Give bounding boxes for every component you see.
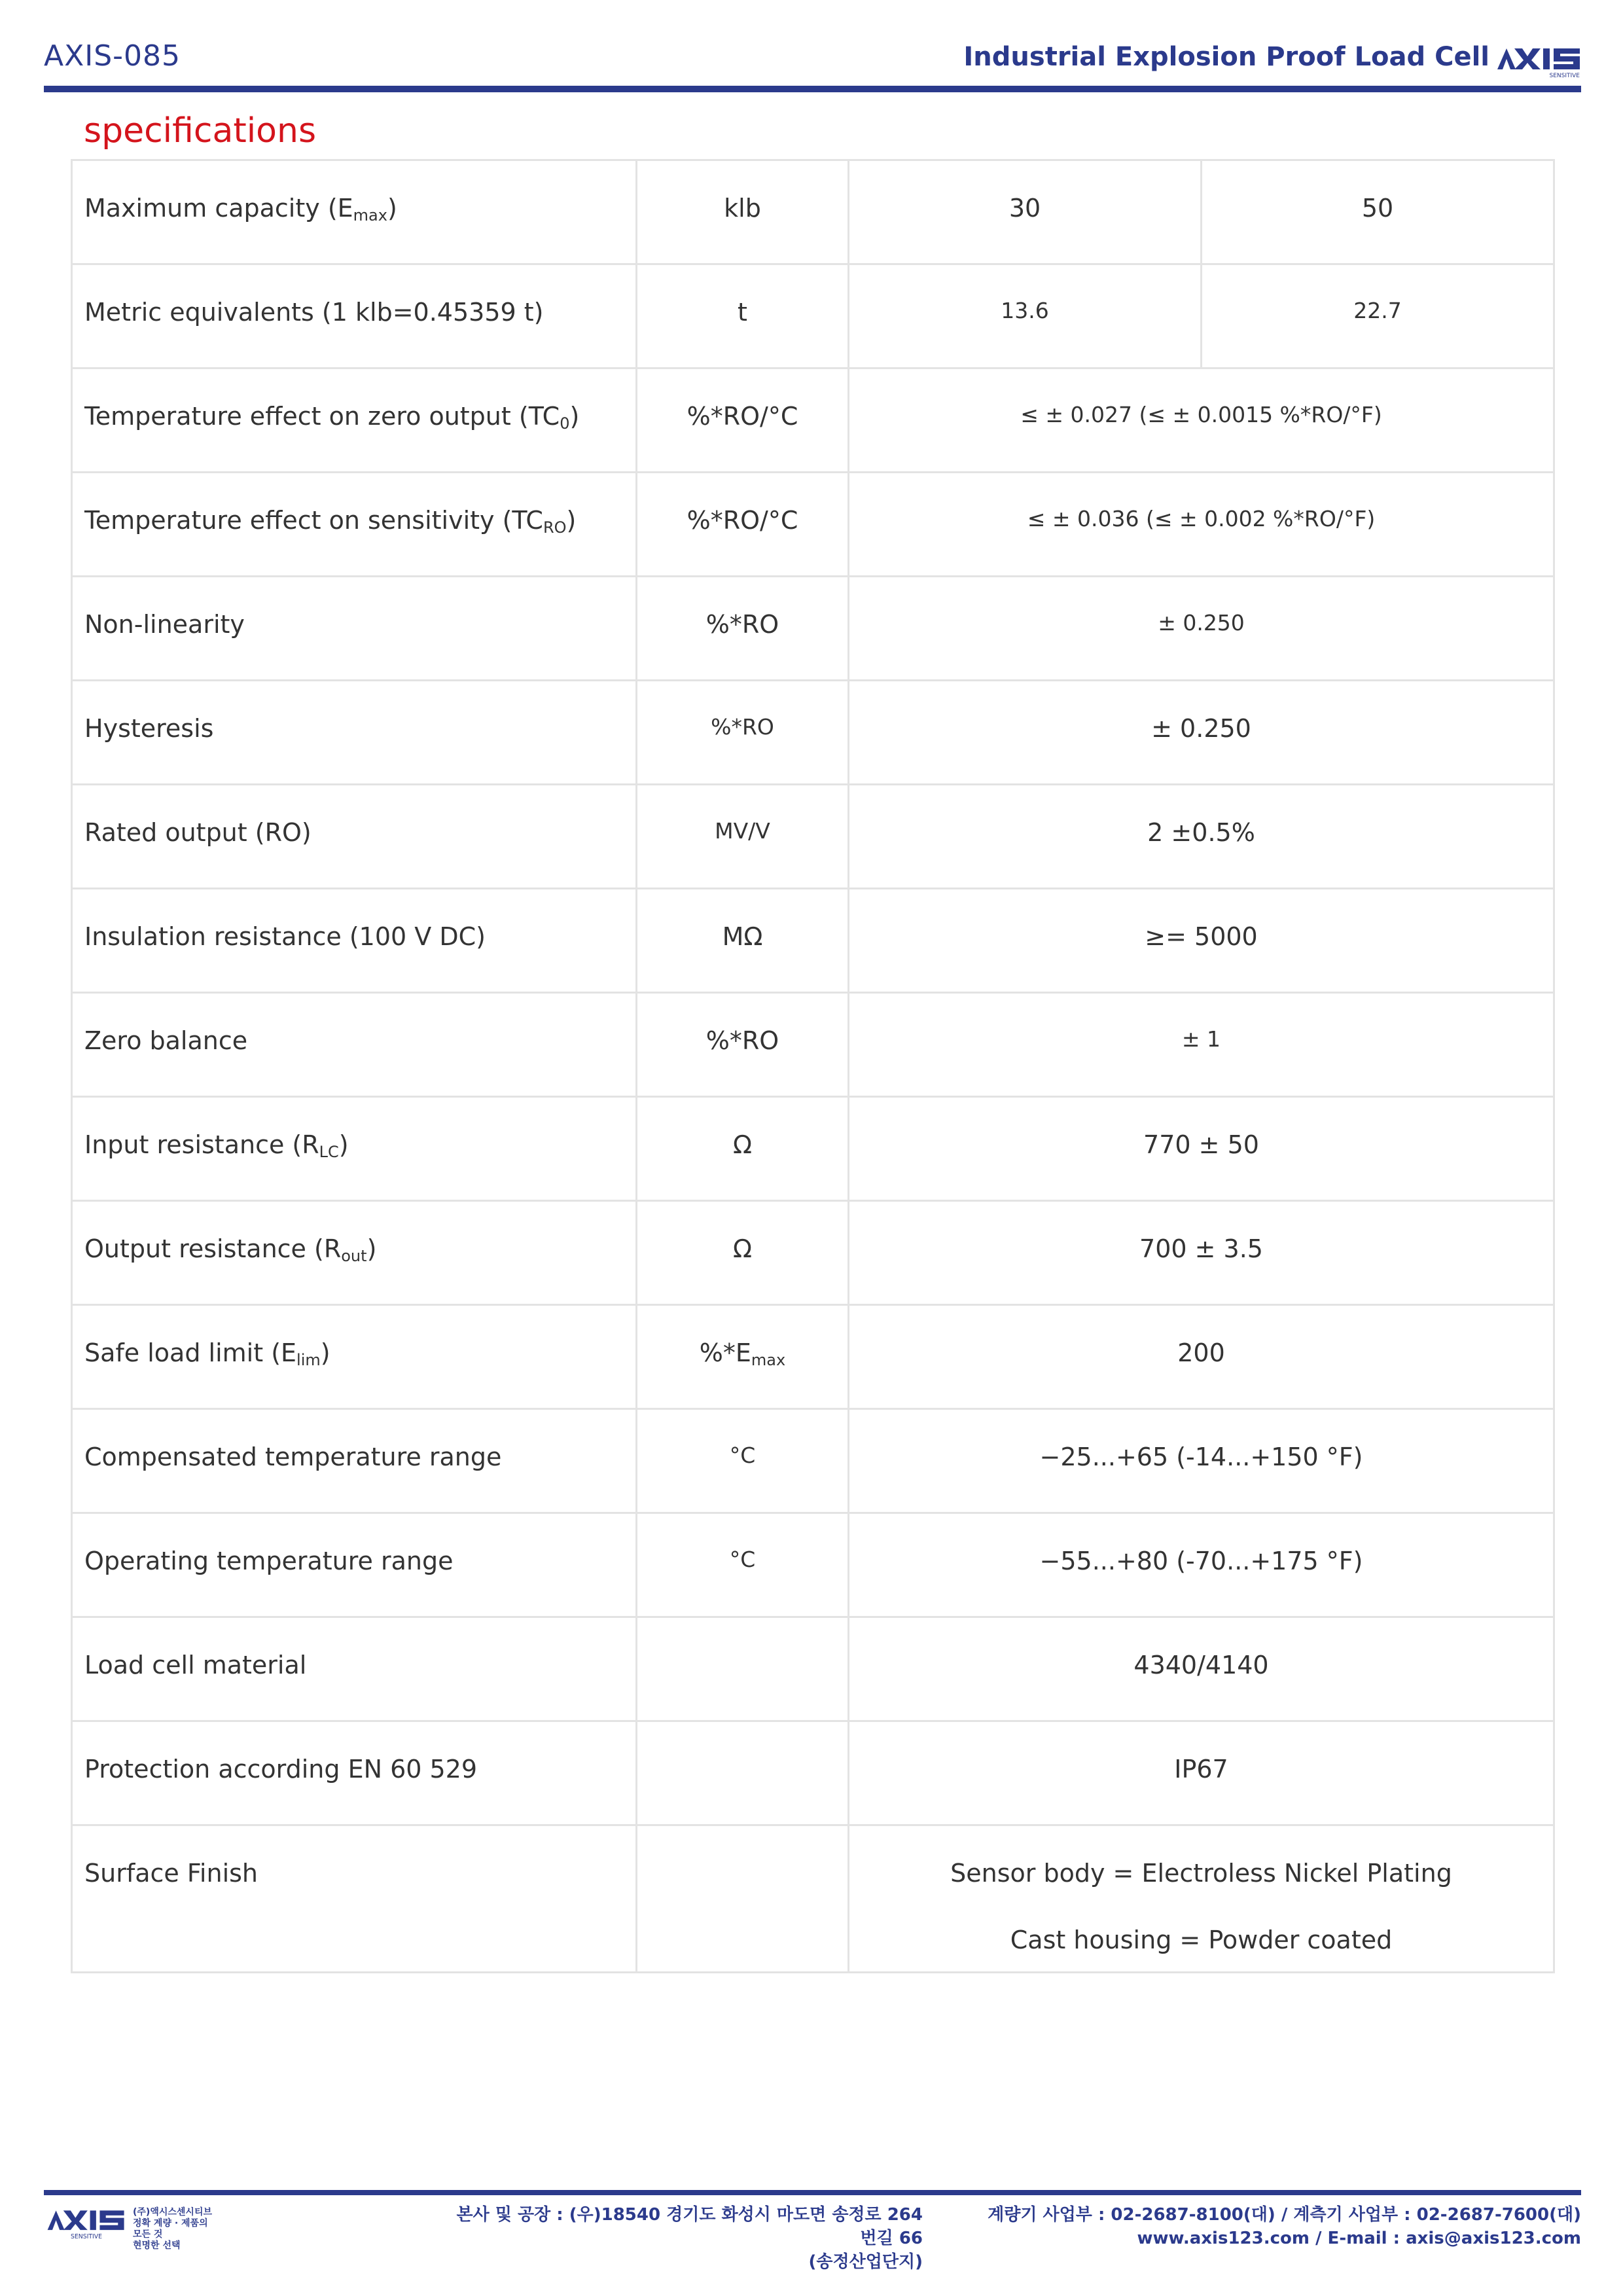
spec-parameter	[73, 1722, 635, 1784]
spec-value-cell	[849, 368, 1554, 473]
spec-unit	[637, 1514, 847, 1572]
spec-parameter	[73, 369, 635, 433]
svg-text:SENSITIVE: SENSITIVE	[1549, 73, 1580, 79]
spec-parameter-suffix: )	[569, 402, 580, 431]
spec-value	[849, 473, 1553, 531]
spec-unit-cell	[637, 1513, 849, 1617]
spec-value-text: ≤ ± 0.027 (≤ ± 0.0015 %*RO/°F)	[1020, 402, 1382, 427]
spec-unit-cell	[637, 264, 849, 368]
spec-parameter-cell	[72, 1201, 637, 1305]
spec-parameter-cell	[72, 1305, 637, 1409]
spec-parameter-text: Compensated temperature range	[84, 1443, 502, 1471]
spec-unit	[637, 1202, 847, 1263]
spec-value: 13.6	[1001, 298, 1049, 323]
spec-parameter-text: Temperature effect on zero output (TC	[84, 402, 560, 431]
spec-value-cell	[1202, 160, 1554, 264]
spec-unit-cell	[637, 681, 849, 785]
spec-row	[72, 577, 1554, 681]
footer-company	[133, 2207, 218, 2251]
spec-value-cell	[849, 473, 1554, 577]
spec-value-cell	[849, 1097, 1554, 1201]
footer-address	[452, 2203, 923, 2274]
spec-value-text: 2 ±0.5%	[1147, 818, 1255, 847]
footer-company-slogan: 정확 계량 · 제품의 모든 것	[133, 2218, 208, 2240]
spec-parameter-cell	[72, 577, 637, 681]
spec-unit	[637, 473, 847, 535]
spec-unit	[637, 1098, 847, 1159]
spec-row	[72, 264, 1554, 368]
spec-value	[849, 1410, 1553, 1471]
spec-value-text: 200	[1177, 1338, 1225, 1367]
spec-parameter-cell	[72, 1409, 637, 1513]
spec-unit-cell	[637, 1097, 849, 1201]
spec-value-text: ≤ ± 0.036 (≤ ± 0.002 %*RO/°F)	[1027, 506, 1376, 531]
document-code: AXIS-085	[44, 39, 181, 73]
footer-web-email-line: www.axis123.com / E-mail : axis@axis123.com	[1137, 2229, 1581, 2248]
spec-unit-cell	[637, 1825, 849, 1973]
spec-parameter-cell	[72, 264, 637, 368]
spec-value-text: ≥= 5000	[1145, 922, 1258, 951]
footer-axis-logo-icon	[44, 2206, 129, 2240]
spec-unit	[637, 994, 847, 1055]
spec-value-text: ± 0.250	[1158, 610, 1245, 636]
spec-unit-text: %*RO	[711, 714, 774, 740]
spec-parameter	[73, 1306, 635, 1369]
spec-parameter-suffix: )	[387, 194, 397, 223]
spec-parameter-cell	[72, 368, 637, 473]
spec-parameter-text: Temperature effect on sensitivity (TC	[84, 506, 543, 535]
spec-parameter-cell	[72, 889, 637, 993]
spec-parameter-suffix: )	[338, 1130, 349, 1159]
section-title: specifications	[84, 111, 317, 151]
spec-parameter-text: Maximum capacity (E	[84, 194, 353, 223]
footer-address-line: (송정산업단지)	[808, 2252, 923, 2272]
spec-parameter-cell	[72, 160, 637, 264]
footer-rule	[44, 2190, 1581, 2195]
spec-row	[72, 1201, 1554, 1305]
spec-unit	[637, 1410, 847, 1468]
spec-row	[72, 1305, 1554, 1409]
spec-parameter	[73, 681, 635, 743]
specifications-table	[71, 159, 1555, 1973]
spec-parameter-cell	[72, 1513, 637, 1617]
spec-value	[849, 785, 1553, 847]
page-header	[44, 34, 1581, 93]
spec-value	[849, 1618, 1553, 1679]
spec-value	[849, 681, 1553, 743]
spec-value	[849, 1722, 1553, 1784]
spec-value-text: 4340/4140	[1133, 1651, 1269, 1679]
spec-parameter-cell	[72, 681, 637, 785]
spec-parameter-suffix: )	[566, 506, 577, 535]
spec-parameter-cell	[72, 473, 637, 577]
spec-parameter	[73, 1202, 635, 1265]
spec-unit	[637, 1722, 847, 1755]
spec-parameter-text: Protection according EN 60 529	[84, 1755, 478, 1784]
spec-row	[72, 1409, 1554, 1513]
spec-parameter-text: Input resistance (R	[84, 1130, 319, 1159]
spec-unit	[637, 1826, 847, 1859]
spec-unit-text: Ω	[732, 1234, 753, 1263]
spec-unit-text: MV/V	[715, 818, 770, 844]
spec-row	[72, 1721, 1554, 1825]
spec-value-cell	[849, 1201, 1554, 1305]
svg-text:SENSITIVE: SENSITIVE	[71, 2233, 102, 2240]
spec-unit-text: °C	[729, 1547, 756, 1572]
spec-value-text: −25...+65 (-14...+150 °F)	[1039, 1443, 1363, 1471]
spec-row	[72, 1825, 1554, 1973]
spec-value	[849, 889, 1553, 951]
spec-parameter-subscript: max	[353, 206, 387, 224]
spec-row	[72, 1513, 1554, 1617]
spec-parameter-suffix: )	[320, 1338, 330, 1367]
spec-value-text: ± 1	[1181, 1026, 1221, 1052]
spec-parameter-text: Load cell material	[84, 1651, 307, 1679]
spec-parameter-suffix: )	[366, 1234, 377, 1263]
spec-value-text: Sensor body = Electroless Nickel Plating	[950, 1859, 1452, 1888]
spec-unit-text: %*RO/°C	[687, 402, 798, 431]
spec-value-cell	[849, 1721, 1554, 1825]
spec-unit	[637, 161, 847, 223]
spec-parameter-subscript: lim	[296, 1351, 321, 1369]
spec-row	[72, 889, 1554, 993]
spec-unit-text: MΩ	[722, 922, 763, 951]
spec-parameter	[73, 1514, 635, 1575]
spec-unit-cell	[637, 993, 849, 1097]
spec-value-cell	[849, 1825, 1554, 1973]
spec-parameter-subscript: 0	[560, 414, 570, 433]
spec-unit-cell	[637, 1409, 849, 1513]
spec-unit-text: %*RO	[705, 1026, 779, 1055]
spec-row	[72, 993, 1554, 1097]
header-rule	[44, 86, 1581, 92]
spec-unit-text: %*RO	[705, 610, 779, 639]
spec-parameter	[73, 161, 635, 224]
spec-parameter	[73, 1098, 635, 1161]
axis-logo-icon	[1497, 43, 1581, 80]
spec-value: 22.7	[1353, 298, 1402, 323]
spec-value-cell	[849, 1513, 1554, 1617]
spec-value	[849, 369, 1553, 427]
spec-parameter-text: Metric equivalents (1 klb=0.45359 t)	[84, 298, 544, 327]
spec-unit-text: °C	[729, 1443, 756, 1468]
spec-unit-cell	[637, 785, 849, 889]
spec-parameter-text: Rated output (RO)	[84, 818, 312, 847]
spec-unit	[637, 265, 847, 327]
spec-parameter-text: Non-linearity	[84, 610, 245, 639]
spec-value-cell	[1202, 264, 1554, 368]
spec-unit-cell	[637, 1201, 849, 1305]
spec-parameter-subscript: out	[341, 1247, 367, 1265]
spec-value-cell	[849, 1617, 1554, 1721]
spec-parameter-cell	[72, 1721, 637, 1825]
spec-value: 50	[1361, 194, 1394, 223]
spec-unit	[637, 1306, 847, 1369]
spec-value: 30	[1008, 194, 1041, 223]
spec-unit-text: %*RO/°C	[687, 506, 798, 535]
spec-parameter-cell	[72, 993, 637, 1097]
spec-row	[72, 368, 1554, 473]
spec-unit	[637, 577, 847, 639]
spec-parameter	[73, 785, 635, 847]
spec-row	[72, 473, 1554, 577]
spec-value-cell	[849, 577, 1554, 681]
spec-value-text-line2: Cast housing = Powder coated	[1010, 1926, 1393, 1954]
spec-parameter	[73, 1826, 635, 1888]
spec-parameter-text: Surface Finish	[84, 1859, 259, 1888]
spec-unit-text: %*E	[699, 1338, 751, 1367]
spec-unit-text: klb	[724, 194, 761, 223]
spec-value-cell	[849, 889, 1554, 993]
spec-value-text: IP67	[1174, 1755, 1228, 1784]
spec-unit	[637, 681, 847, 740]
spec-value-cell	[849, 264, 1202, 368]
spec-unit	[637, 889, 847, 951]
spec-value	[849, 1514, 1553, 1575]
spec-row	[72, 785, 1554, 889]
spec-parameter-cell	[72, 1617, 637, 1721]
spec-parameter-cell	[72, 1097, 637, 1201]
spec-parameter-text: Safe load limit (E	[84, 1338, 297, 1367]
spec-unit	[637, 1618, 847, 1651]
spec-value	[849, 1202, 1553, 1263]
spec-value	[849, 1826, 1553, 1954]
spec-unit-cell	[637, 1721, 849, 1825]
spec-parameter-text: Hysteresis	[84, 714, 214, 743]
footer-company-name: (주)액시스센시티브	[133, 2207, 212, 2217]
footer-phone-line: 계량기 사업부 : 02-2687-8100(대) / 계측기 사업부 : 02-2687-7600(대)	[988, 2205, 1581, 2225]
spec-parameter-text: Operating temperature range	[84, 1547, 454, 1575]
spec-parameter	[73, 473, 635, 537]
footer-contact	[988, 2203, 1581, 2250]
spec-value-cell	[849, 681, 1554, 785]
spec-value-cell	[849, 1305, 1554, 1409]
spec-parameter-cell	[72, 785, 637, 889]
spec-unit-text: t	[738, 298, 747, 327]
spec-row	[72, 1097, 1554, 1201]
spec-parameter-cell	[72, 1825, 637, 1973]
spec-parameter-text: Output resistance (R	[84, 1234, 342, 1263]
spec-unit-cell	[637, 889, 849, 993]
spec-unit-cell	[637, 160, 849, 264]
spec-unit-cell	[637, 1617, 849, 1721]
spec-unit	[637, 785, 847, 844]
spec-parameter	[73, 265, 635, 327]
spec-row	[72, 160, 1554, 264]
spec-value-cell	[849, 1409, 1554, 1513]
footer-address-line: 본사 및 공장 : (우)18540 경기도 화성시 마도면 송정로 264번길 66	[456, 2205, 923, 2248]
document-title: Industrial Explosion Proof Load Cell	[963, 42, 1489, 72]
spec-parameter	[73, 577, 635, 639]
spec-value-cell	[849, 993, 1554, 1097]
spec-value-text: −55...+80 (-70...+175 °F)	[1039, 1547, 1363, 1575]
spec-value-cell	[849, 160, 1202, 264]
spec-parameter	[73, 889, 635, 951]
spec-unit-cell	[637, 577, 849, 681]
spec-value	[849, 994, 1553, 1052]
spec-unit-cell	[637, 1305, 849, 1409]
spec-unit-subscript: max	[751, 1351, 786, 1369]
spec-parameter	[73, 994, 635, 1055]
spec-value-text: ± 0.250	[1151, 714, 1251, 743]
spec-parameter-text: Insulation resistance (100 V DC)	[84, 922, 486, 951]
spec-value	[849, 1306, 1553, 1367]
spec-parameter-subscript: RO	[543, 518, 567, 537]
spec-unit-cell	[637, 473, 849, 577]
spec-parameter-text: Zero balance	[84, 1026, 248, 1055]
spec-value	[849, 1098, 1553, 1159]
footer-company-tagline: 현명한 선택	[133, 2240, 181, 2251]
spec-row	[72, 681, 1554, 785]
spec-parameter	[73, 1410, 635, 1471]
spec-value	[849, 577, 1553, 636]
spec-parameter	[73, 1618, 635, 1679]
spec-parameter-subscript: LC	[319, 1143, 339, 1161]
spec-value-text: 770 ± 50	[1143, 1130, 1259, 1159]
spec-unit-cell	[637, 368, 849, 473]
spec-row	[72, 1617, 1554, 1721]
spec-unit-text: Ω	[732, 1130, 753, 1159]
spec-unit	[637, 369, 847, 431]
spec-value-text: 700 ± 3.5	[1139, 1234, 1263, 1263]
spec-value-cell	[849, 785, 1554, 889]
